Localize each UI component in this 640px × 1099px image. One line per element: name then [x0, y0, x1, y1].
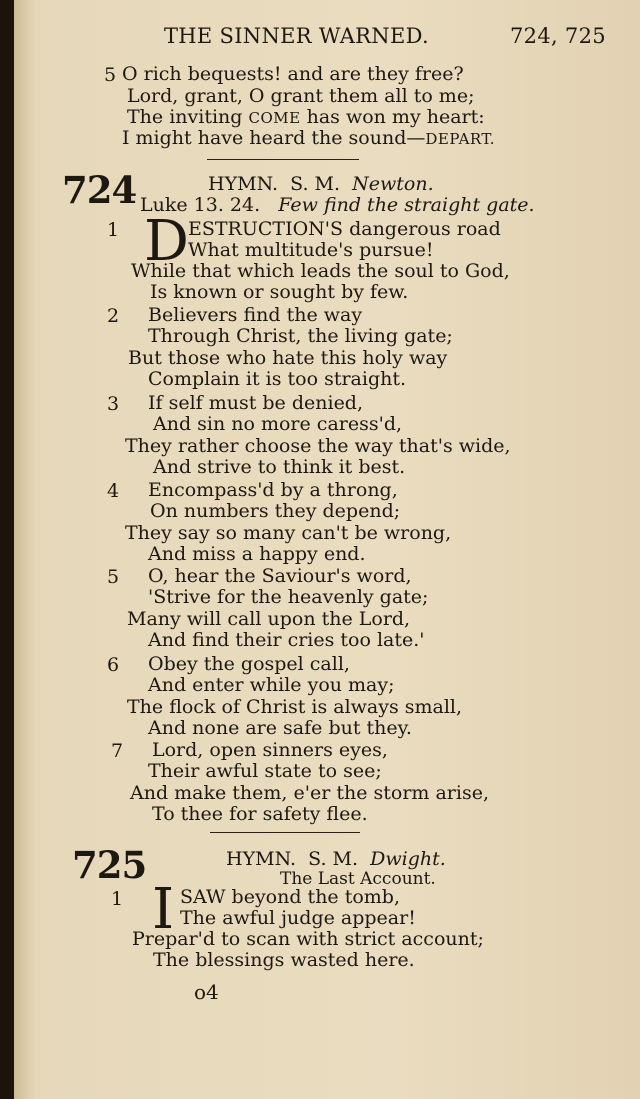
verse-line: Prepar'd to scan with strict account;: [132, 928, 484, 950]
verse-line: Their awful state to see;: [148, 760, 382, 783]
verse-line: While that which leads the soul to God,: [131, 260, 510, 282]
verse-line: The inviting COME has won my heart:: [127, 106, 485, 128]
scripture-reference: Luke 13. 24. Few find the straight gate.: [140, 194, 535, 216]
verse-line: Obey the gospel call,: [148, 653, 350, 675]
verse-line: O, hear the Saviour's word,: [148, 565, 412, 587]
divider-rule: [210, 832, 360, 833]
verse-line: Through Christ, the living gate;: [148, 325, 453, 348]
verse-line: The blessings wasted here.: [153, 949, 415, 971]
verse-line: And make them, e'er the storm arise,: [130, 781, 489, 804]
verse-line: SAW beyond the tomb,: [180, 886, 401, 908]
hymn-heading: HYMN. S. M. Newton.: [208, 173, 434, 195]
verse-number: 4: [107, 480, 120, 502]
hymn-subject: The Last Account.: [280, 869, 436, 889]
verse-number: 5: [104, 64, 117, 86]
hymnal-page: [14, 0, 640, 1099]
verse-line: But those who hate this holy way: [128, 346, 448, 369]
verse-line: And sin no more caress'd,: [153, 413, 403, 436]
verse-number: 5: [107, 566, 120, 588]
verse-line: They rather choose the way that's wide,: [125, 434, 511, 457]
verse-line: And strive to think it best.: [153, 455, 406, 478]
verse-line: And find their cries too late.': [148, 628, 425, 651]
verse-line: O rich bequests! and are they free?: [122, 63, 464, 85]
verse-line: Encompass'd by a throng,: [148, 479, 398, 501]
hymn-number: 725: [72, 843, 147, 887]
verse-line: They say so many can't be wrong,: [125, 521, 452, 544]
verse-line: The flock of Christ is always small,: [127, 695, 463, 718]
verse-line: And enter while you may;: [148, 674, 395, 697]
verse-line: And none are safe but they.: [148, 716, 412, 739]
hymn-heading: HYMN. S. M. Dwight.: [226, 848, 446, 870]
hymn-number: 724: [62, 168, 137, 212]
verse-number: 2: [107, 305, 120, 327]
verse-line: If self must be denied,: [148, 392, 364, 414]
verse-line: Believers find the way: [148, 304, 363, 326]
verse-line: What multitude's pursue!: [188, 239, 434, 261]
verse-line: On numbers they depend;: [150, 500, 401, 523]
verse-line: To thee for safety flee.: [152, 802, 368, 825]
page-range: 724, 725: [510, 24, 606, 48]
verse-number: 7: [111, 740, 124, 762]
verse-line: Is known or sought by few.: [150, 281, 409, 303]
verse-number: 1: [111, 888, 124, 910]
verse-line: Complain it is too straight.: [148, 367, 407, 390]
verse-number: 1: [107, 219, 120, 241]
folio-signature: o4: [194, 980, 219, 1004]
verse-line: The awful judge appear!: [180, 907, 416, 929]
verse-line: 'Strive for the heavenly gate;: [148, 586, 429, 609]
verse-line: Many will call upon the Lord,: [127, 607, 411, 630]
verse-line: Lord, grant, O grant them all to me;: [127, 85, 475, 107]
verse-line: Lord, open sinners eyes,: [152, 739, 388, 761]
running-title: THE SINNER WARNED.: [164, 24, 429, 48]
verse-line: And miss a happy end.: [148, 542, 366, 565]
verse-number: 6: [107, 654, 120, 676]
drop-cap: D: [144, 209, 189, 274]
verse-line: ESTRUCTION'S dangerous road: [188, 218, 501, 240]
drop-cap: I: [152, 877, 175, 942]
divider-rule: [207, 159, 359, 160]
verse-number: 3: [107, 393, 120, 415]
verse-line: I might have heard the sound—DEPART.: [122, 127, 495, 149]
